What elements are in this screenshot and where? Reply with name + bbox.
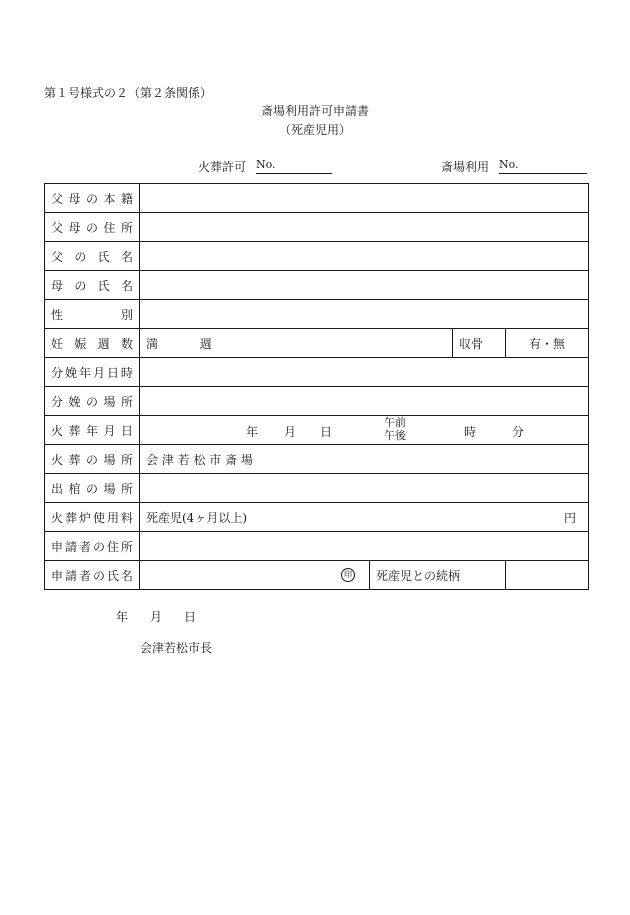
table-row	[45, 532, 589, 561]
label-text: 火 葬 年 月 日	[51, 423, 133, 438]
cremation-place-field[interactable]	[140, 445, 589, 474]
label-text: 父 母 の 住 所	[51, 220, 133, 235]
sex-label	[45, 300, 140, 329]
mayor-addressee: 会津若松市長	[140, 641, 213, 655]
footer-year: 年	[116, 610, 129, 624]
applicant-address-field[interactable]	[140, 532, 589, 561]
date-year: 年	[246, 425, 259, 439]
table-row	[45, 416, 589, 445]
facility-permit-number[interactable]: No.	[499, 158, 587, 174]
sex-field[interactable]	[140, 300, 589, 329]
label-text: 申 請 者 の 氏 名	[51, 568, 133, 583]
applicant-name-label	[45, 561, 140, 590]
bone-collection-label	[453, 329, 506, 358]
coffin-place-field[interactable]	[140, 474, 589, 503]
parents-address-field[interactable]	[140, 213, 589, 242]
cremation-date-label	[45, 416, 140, 445]
label-text: 性 別	[51, 307, 133, 322]
furnace-fee-label	[45, 503, 140, 532]
footer-day: 日	[184, 610, 197, 624]
table-row	[45, 387, 589, 416]
gestation-unit: 週	[199, 336, 212, 351]
gestation-prefix: 満	[146, 336, 159, 351]
cremation-permit-number[interactable]: No.	[256, 158, 332, 174]
choice-text: 有・無	[529, 336, 566, 351]
delivery-datetime-field[interactable]	[140, 358, 589, 387]
label-text: 父 の 氏 名	[51, 249, 133, 264]
form-reference: 第１号様式の２（第２条関係）	[44, 86, 213, 100]
label-text: 火 葬 炉 使 用 料	[51, 510, 133, 525]
furnace-fee-field[interactable]	[140, 503, 589, 532]
footer-month: 月	[150, 610, 163, 624]
table-row	[45, 300, 589, 329]
am-label: 午前	[384, 416, 406, 429]
minute-label: 分	[512, 425, 525, 439]
cremation-place-label	[45, 445, 140, 474]
hour-label: 時	[464, 425, 477, 439]
table-row	[45, 271, 589, 300]
cremation-permit-label: 火葬許可	[198, 160, 247, 174]
father-name-label	[45, 242, 140, 271]
label-text: 収骨	[459, 336, 484, 351]
table-row	[45, 242, 589, 271]
applicant-address-label	[45, 532, 140, 561]
relation-label	[370, 561, 506, 590]
label-text: 妊 娠 週 数	[51, 336, 133, 351]
gestation-label	[45, 329, 140, 358]
table-row	[45, 445, 589, 474]
table-row	[45, 358, 589, 387]
applicant-name-field[interactable]	[140, 561, 370, 590]
delivery-datetime-label	[45, 358, 140, 387]
furnace-fee-value: 死産児(4ヶ月以上)	[146, 510, 247, 525]
relation-field[interactable]	[506, 561, 589, 590]
label-text: 火 葬 の 場 所	[51, 452, 133, 467]
table-row	[45, 561, 589, 590]
date-day: 日	[320, 425, 333, 439]
table-row	[45, 329, 589, 358]
parents-address-label	[45, 213, 140, 242]
cremation-place-value: 会 津 若 松 市 斎 場	[146, 452, 253, 467]
yen-label: 円	[564, 510, 577, 525]
facility-permit-label: 斎場利用	[441, 160, 490, 174]
table-row	[45, 474, 589, 503]
label-text: 父 母 の 本 籍	[51, 191, 133, 206]
label-text: 申 請 者 の 住 所	[51, 539, 133, 554]
cremation-date-field[interactable]	[140, 416, 589, 445]
table-row	[45, 503, 589, 532]
seal-mark: 印	[341, 568, 355, 582]
father-name-field[interactable]	[140, 242, 589, 271]
parents-domicile-field[interactable]	[140, 184, 589, 213]
delivery-place-label	[45, 387, 140, 416]
form-title: 斎場利用許可申請書	[260, 104, 369, 118]
delivery-place-field[interactable]	[140, 387, 589, 416]
date-month: 月	[284, 425, 297, 439]
parents-domicile-label	[45, 184, 140, 213]
form-subtitle: （死産児用）	[278, 123, 351, 137]
bone-collection-choice[interactable]	[506, 329, 589, 358]
mother-name-field[interactable]	[140, 271, 589, 300]
label-text: 分 娩 年 月 日 時	[51, 365, 133, 380]
table-row	[45, 213, 589, 242]
pm-label: 午後	[384, 429, 406, 442]
label-text: 分 娩 の 場 所	[51, 394, 133, 409]
gestation-field[interactable]	[140, 329, 453, 358]
label-text: 母 の 氏 名	[51, 278, 133, 293]
label-text: 死産児との続柄	[376, 568, 461, 583]
application-form-table	[44, 183, 589, 590]
mother-name-label	[45, 271, 140, 300]
label-text: 出 棺 の 場 所	[51, 481, 133, 496]
coffin-place-label	[45, 474, 140, 503]
application-date[interactable]	[116, 608, 196, 625]
table-row	[45, 184, 589, 213]
